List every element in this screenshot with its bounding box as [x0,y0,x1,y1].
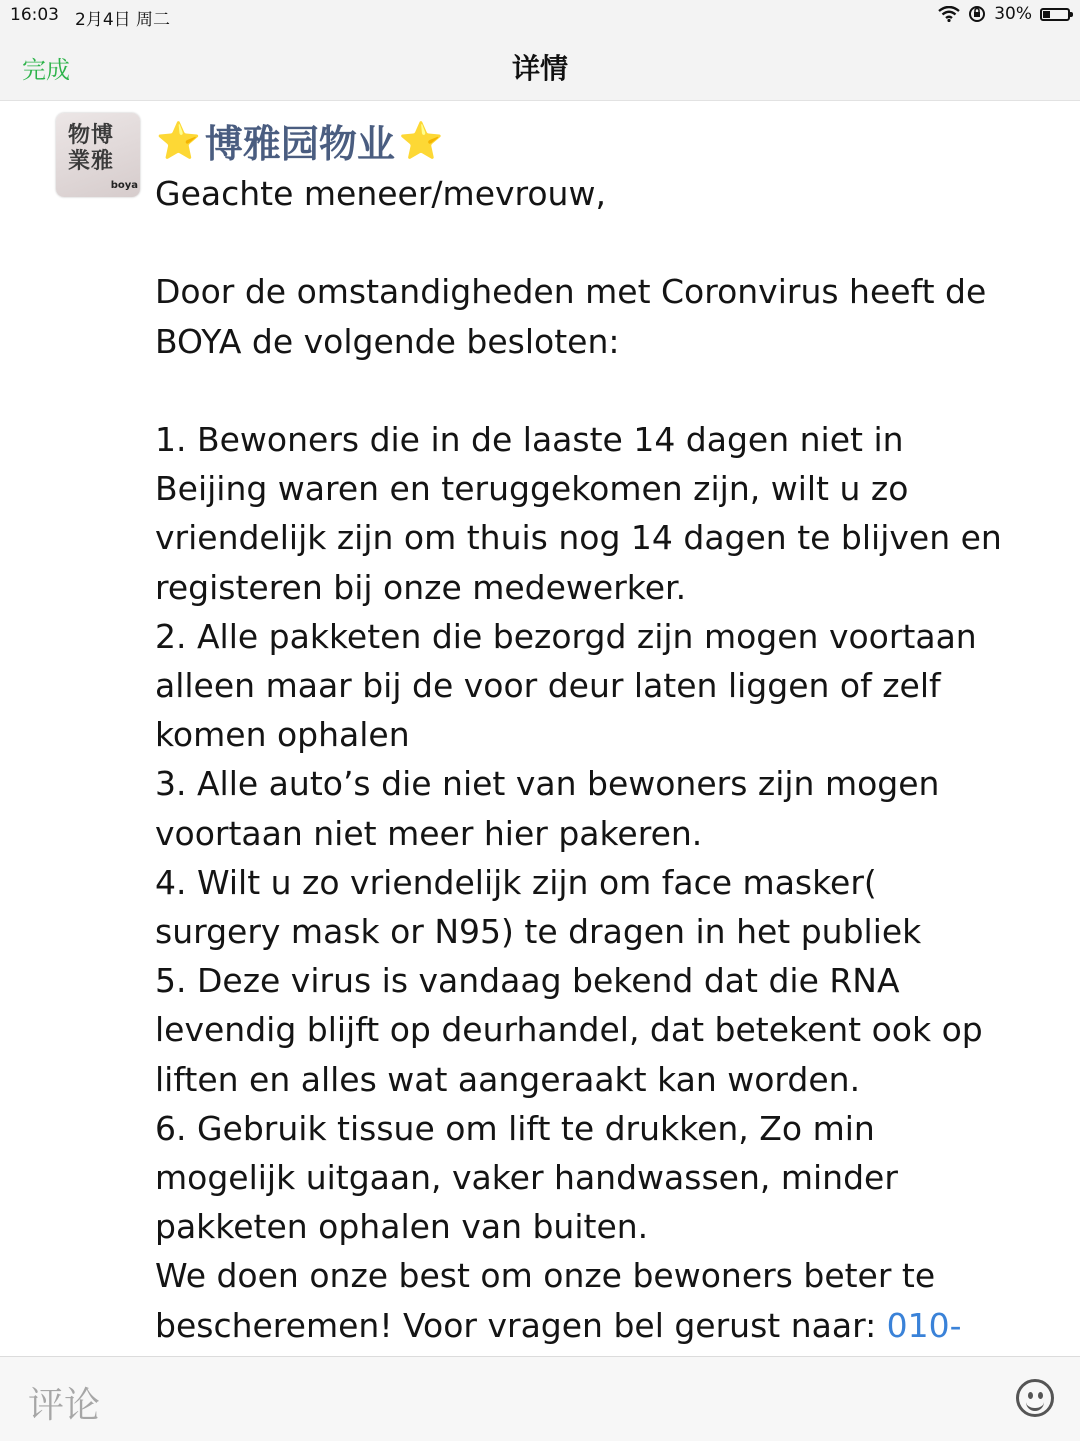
post-content[interactable] [0,101,1080,1356]
status-bar [0,0,1080,30]
avatar-brand-logo: boya [110,180,138,191]
comment-input[interactable]: 评论 [28,1385,101,1426]
status-date: 2月4日 周二 [75,10,171,30]
battery-percent: 30% [994,4,1032,24]
page-title: 详情 [511,52,568,85]
post-body [155,169,1055,1350]
battery-level [1043,11,1050,18]
status-right [938,4,1070,24]
status-left [10,5,170,30]
nav-bar [0,30,1080,101]
emoji-eye-left [1028,1392,1033,1399]
orientation-lock-icon [968,5,986,23]
emoji-mouth [1026,1400,1044,1411]
emoji-eye-right [1038,1392,1043,1399]
phone-link[interactable]: 010- [886,1305,962,1345]
comment-bar [0,1356,1080,1441]
author-name[interactable] [156,113,444,168]
post-body-text: Geachte meneer/mevrouw, Door de omstandigheden met Coronvirus heeft de BOYA de volgende besloten: 1. Bewoners die in de laaste 14 dagen niet in Beijing waren en teruggekomen zijn, wilt u zo vriendelijk zijn om thuis nog 14 dagen te blijven en registeren bij onze medewerker. 2. Alle pakketen die bezorgd zijn mogen voortaan alleen maar bij de voor deur laten liggen of zelf komen ophalen 3. Alle auto’s die niet van bewoners zijn mogen voortaan niet meer hier pakeren. 4. Wilt u zo vriendelijk zijn om face masker( surgery mask or N95) te dragen in het publiek 5. Deze virus is vandaag bekend dat die RNA levendig blijft op deurhandel, dat betekent ook op liften en alles wat aangeraakt kan worden. 6. Gebruik tissue om lift te drukken, Zo min mogelijk uitgaan, vaker handwassen, minder pakketen ophalen van buiten. We doen onze best om onze bewoners beter te bescheremen! Voor vragen bel gerust naar: [155,174,1002,1345]
battery-icon [1040,8,1070,21]
star-icon: ⭐ [398,120,444,162]
wifi-icon [938,6,960,22]
author-label: 博雅园物业 [204,122,395,166]
star-icon: ⭐ [156,120,201,162]
smiley-face-icon[interactable] [1016,1379,1054,1417]
done-button[interactable]: 完成 [22,56,70,84]
avatar[interactable] [56,113,140,197]
status-time: 16:03 [10,5,59,25]
avatar-logo-text: 物博 業雅 [68,123,115,174]
